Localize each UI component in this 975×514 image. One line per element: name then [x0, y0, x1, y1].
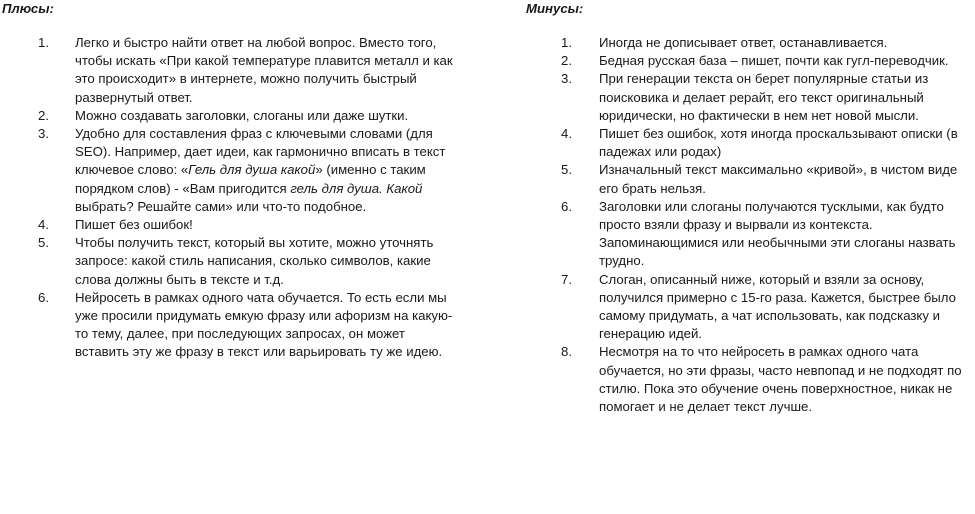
list-item-number: 1.	[561, 35, 572, 50]
list-item	[526, 70, 972, 125]
text-fragment: Легко и быстро найти ответ на любой вопрос. Вместо того, чтобы искать «При какой температуре плавится металл и как это происходит» в интернете, можно получить быстрый развернутый ответ.	[75, 35, 453, 105]
list-item	[526, 198, 972, 271]
list-item-number: 4.	[561, 126, 572, 142]
list-item-number: 6.	[561, 198, 572, 214]
list-item	[526, 125, 972, 161]
pros-list	[2, 34, 472, 362]
list-item-number: 5.	[38, 235, 49, 251]
text-fragment: Пишет без ошибок, хотя иногда проскальзывают описки (в падежах или родах)	[599, 126, 958, 160]
list-item-text	[599, 70, 969, 125]
list-item	[526, 34, 972, 52]
list-item-number: 5.	[561, 162, 572, 178]
pros-title: Плюсы:	[2, 1, 54, 16]
text-fragment: Слоган, описанный ниже, который и взяли за основу, получился примерно с 15-го раза. Кажется, быстрее было самому придумать, а чат использовать, как подсказку и генерацию идей.	[599, 271, 956, 342]
list-item-number: 6.	[38, 289, 49, 305]
list-item-text	[75, 125, 455, 216]
list-item-text	[599, 271, 969, 344]
pros-column	[2, 0, 472, 362]
text-fragment: выбрать? Решайте сами» или что-то подобное.	[75, 198, 367, 214]
list-item	[526, 161, 972, 197]
list-item-text	[599, 161, 969, 197]
list-item	[526, 271, 972, 344]
list-item	[2, 216, 472, 234]
list-item	[2, 107, 472, 125]
list-item-number: 3.	[561, 71, 572, 87]
text-fragment: Иногда не дописывает ответ, останавливается.	[599, 35, 888, 50]
list-item-number: 1.	[38, 35, 49, 50]
list-item-number: 2.	[561, 53, 572, 69]
list-item-number: 8.	[561, 344, 572, 360]
list-item	[2, 34, 472, 107]
list-item	[2, 234, 472, 289]
text-fragment: При генерации текста он берет популярные статьи из поисковика и делает рерайт, его текст оригинальный юридически, но фактически в нем нет новой мысли.	[599, 71, 929, 123]
list-item-text	[75, 107, 455, 125]
list-item-text	[599, 125, 969, 161]
list-item-text	[599, 198, 969, 271]
list-item-text	[599, 343, 969, 416]
text-fragment: » (именно с таким порядком слов) - «Вам пригодится	[75, 162, 426, 196]
list-item	[2, 289, 472, 362]
text-fragment: Удобно для составления фраз с ключевыми словами (для SEO). Например, дает идеи, как гармонично вписать в текст ключевое слово: «	[75, 126, 446, 178]
text-fragment: Пишет без ошибок!	[75, 217, 193, 233]
cons-title: Минусы:	[526, 1, 584, 16]
list-item-text	[75, 234, 455, 289]
text-fragment: Чтобы получить текст, который вы хотите, можно уточнять запросе: какой стиль написания, сколько символов, какие слова должны быть в тексте и т.д.	[75, 235, 434, 287]
cons-list	[526, 34, 972, 416]
list-item-text	[599, 34, 969, 52]
list-item-text	[75, 289, 455, 362]
list-item-number: 4.	[38, 217, 49, 233]
list-item	[2, 125, 472, 216]
text-fragment: Изначальный текст максимально «кривой», в чистом виде его брать нельзя.	[599, 162, 958, 196]
text-fragment: Несмотря на то что нейросеть в рамках одного чата обучается, но эти фразы, часто невпопад и не подходят по стилю. Пока это обучение очень поверхностное, никак не помогает и не делает текст лучше.	[599, 344, 962, 415]
text-fragment: Нейросеть в рамках одного чата обучается. То есть если мы уже просили придумать емкую фразу или афоризм на какую-то тему, далее, при последующих запросах, он может вставить эту же фразу в текст или варьировать ту же идею.	[75, 289, 453, 360]
cons-column	[526, 0, 972, 416]
list-item	[526, 52, 972, 70]
list-item	[526, 343, 972, 416]
text-fragment: Можно создавать заголовки, слоганы или даже шутки.	[75, 107, 409, 123]
list-item-number: 3.	[38, 126, 49, 142]
list-item-text	[75, 34, 455, 107]
italic-keyword: гель для душа. Какой	[290, 180, 423, 196]
list-item-number: 7.	[561, 271, 572, 287]
list-item-number: 2.	[38, 107, 49, 123]
italic-keyword: Гель для душа какой	[188, 162, 316, 178]
text-fragment: Заголовки или слоганы получаются тусклыми, как будто просто взяли фразу и вырвали из контекста. Запоминающимися или необычными эти слоганы назвать трудно.	[599, 198, 956, 269]
list-item-text	[75, 216, 455, 234]
text-fragment: Бедная русская база – пишет, почти как гугл-переводчик.	[599, 53, 949, 69]
list-item-text	[599, 52, 969, 70]
